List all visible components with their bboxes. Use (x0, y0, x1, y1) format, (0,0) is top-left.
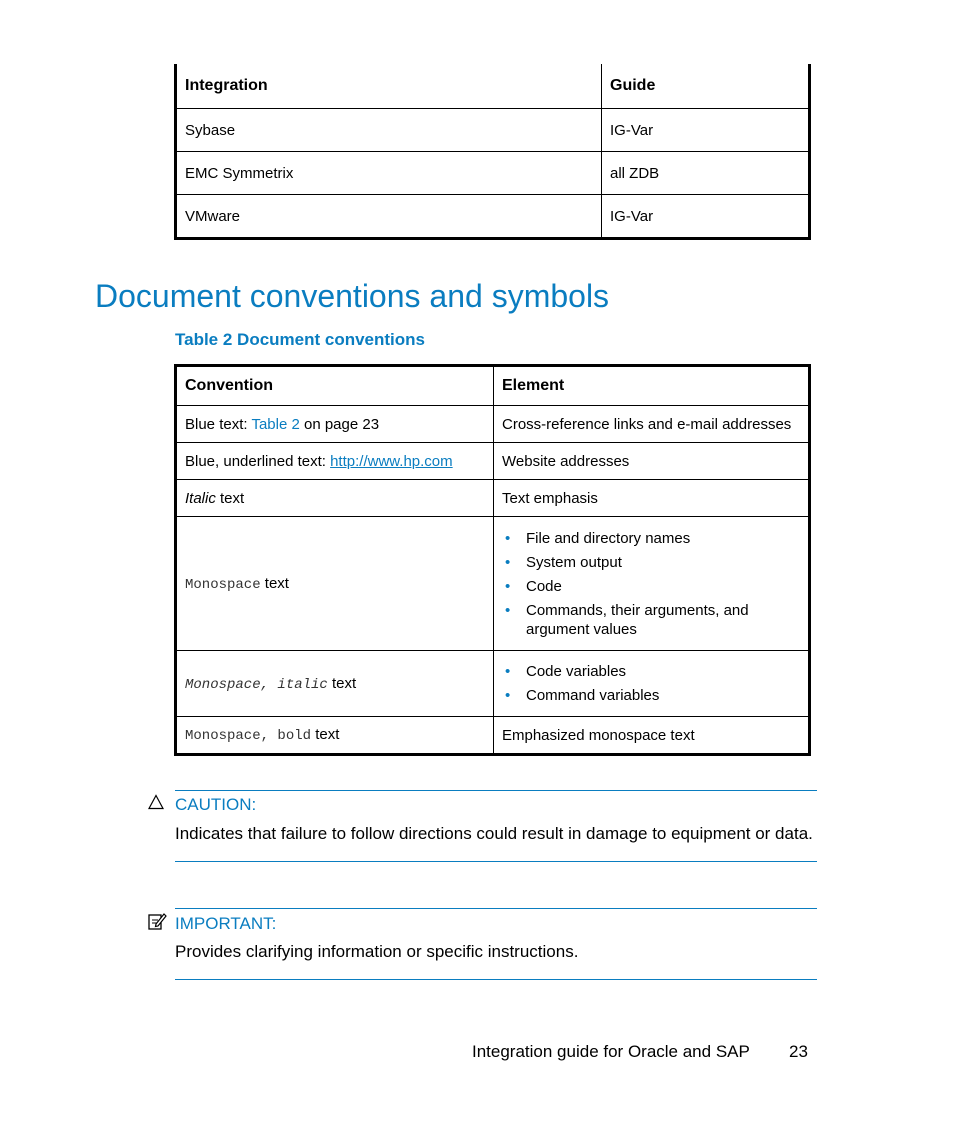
table-row (176, 152, 810, 195)
table-cell: all ZDB (602, 152, 810, 195)
table-row (176, 109, 810, 152)
footer-title: Integration guide for Oracle and SAP (472, 1042, 750, 1061)
caution-label: CAUTION: (175, 795, 257, 814)
convention-prefix: Blue, underlined text: (185, 452, 331, 470)
hp-website-link[interactable]: http://www.hp.com (330, 452, 453, 470)
table-row (176, 717, 810, 755)
column-header-element: Element (494, 366, 810, 406)
bullet-icon: • (505, 601, 511, 619)
convention-cell (176, 717, 494, 755)
list-item: • Code variables (505, 663, 627, 680)
monospace-italic-sample: Monospace, italic (185, 676, 328, 693)
element-cell (494, 651, 810, 717)
convention-cell (176, 480, 494, 517)
italic-sample: Italic (185, 489, 216, 507)
table-row (176, 651, 810, 717)
list-item: • System output (505, 553, 622, 571)
caution-text: Indicates that failure to follow directions could result in damage to equipment or data. (175, 824, 813, 843)
table-cell: IG-Var (610, 207, 654, 225)
table-row (176, 406, 810, 443)
section-heading: Document conventions and symbols (95, 278, 610, 314)
convention-cell (176, 406, 494, 443)
convention-suffix: on page 23 (299, 415, 380, 433)
table-2-link[interactable]: Table 2 (251, 415, 300, 433)
convention-suffix: text (327, 674, 357, 692)
bullet-icon: • (505, 663, 511, 680)
caution-bottom-rule (175, 861, 817, 862)
document-conventions-table (174, 364, 811, 756)
table-header-row (176, 366, 810, 406)
important-label: IMPORTANT: (175, 914, 277, 933)
table-row (176, 517, 810, 651)
convention-suffix: text (215, 489, 245, 507)
important-top-rule (175, 908, 817, 909)
list-item: • Command variables (505, 687, 660, 704)
table-row (176, 443, 810, 480)
bullet-icon: • (505, 577, 511, 595)
table-caption: Table 2 Document conventions (175, 330, 426, 349)
element-cell: Text emphasis (494, 480, 810, 517)
convention-cell (176, 517, 494, 651)
important-bottom-rule (175, 979, 817, 980)
monospace-sample: Monospace (185, 576, 261, 593)
integration-guide-table (174, 64, 811, 240)
convention-suffix: text (260, 574, 289, 592)
list-item: • Code (505, 577, 562, 595)
bullet-icon: • (505, 529, 511, 547)
convention-cell (176, 651, 494, 717)
column-header-convention: Convention (176, 366, 494, 406)
bullet-icon: • (505, 687, 511, 704)
column-header-integration: Integration (176, 64, 602, 109)
element-list (502, 518, 800, 650)
element-cell: Cross-reference links and e-mail addresses (494, 406, 810, 443)
table-header-row (176, 64, 810, 109)
element-cell (494, 517, 810, 651)
element-cell: Emphasized monospace text (502, 726, 695, 744)
table-cell: Sybase (176, 109, 602, 152)
convention-suffix: text (311, 726, 340, 743)
table-row (176, 195, 810, 239)
important-note-icon (147, 911, 167, 931)
list-item: • File and directory names (505, 529, 691, 547)
convention-cell (176, 443, 494, 480)
monospace-bold-sample: Monospace, bold (185, 728, 312, 744)
page-number: 23 (789, 1042, 808, 1061)
table-cell: VMware (176, 195, 602, 239)
table-cell: EMC Symmetrix (176, 152, 602, 195)
column-header-guide: Guide (602, 64, 810, 109)
element-list (502, 651, 800, 716)
convention-prefix: Blue text: (185, 415, 252, 433)
caution-top-rule (175, 790, 817, 791)
table-cell: IG-Var (602, 109, 810, 152)
list-item: • Commands, their arguments, and argument values (505, 601, 749, 638)
bullet-icon: • (505, 553, 511, 571)
important-text: Provides clarifying information or specific instructions. (175, 942, 579, 961)
caution-triangle-icon (148, 794, 164, 810)
element-cell: Website addresses (494, 443, 810, 480)
table-row (176, 480, 810, 517)
